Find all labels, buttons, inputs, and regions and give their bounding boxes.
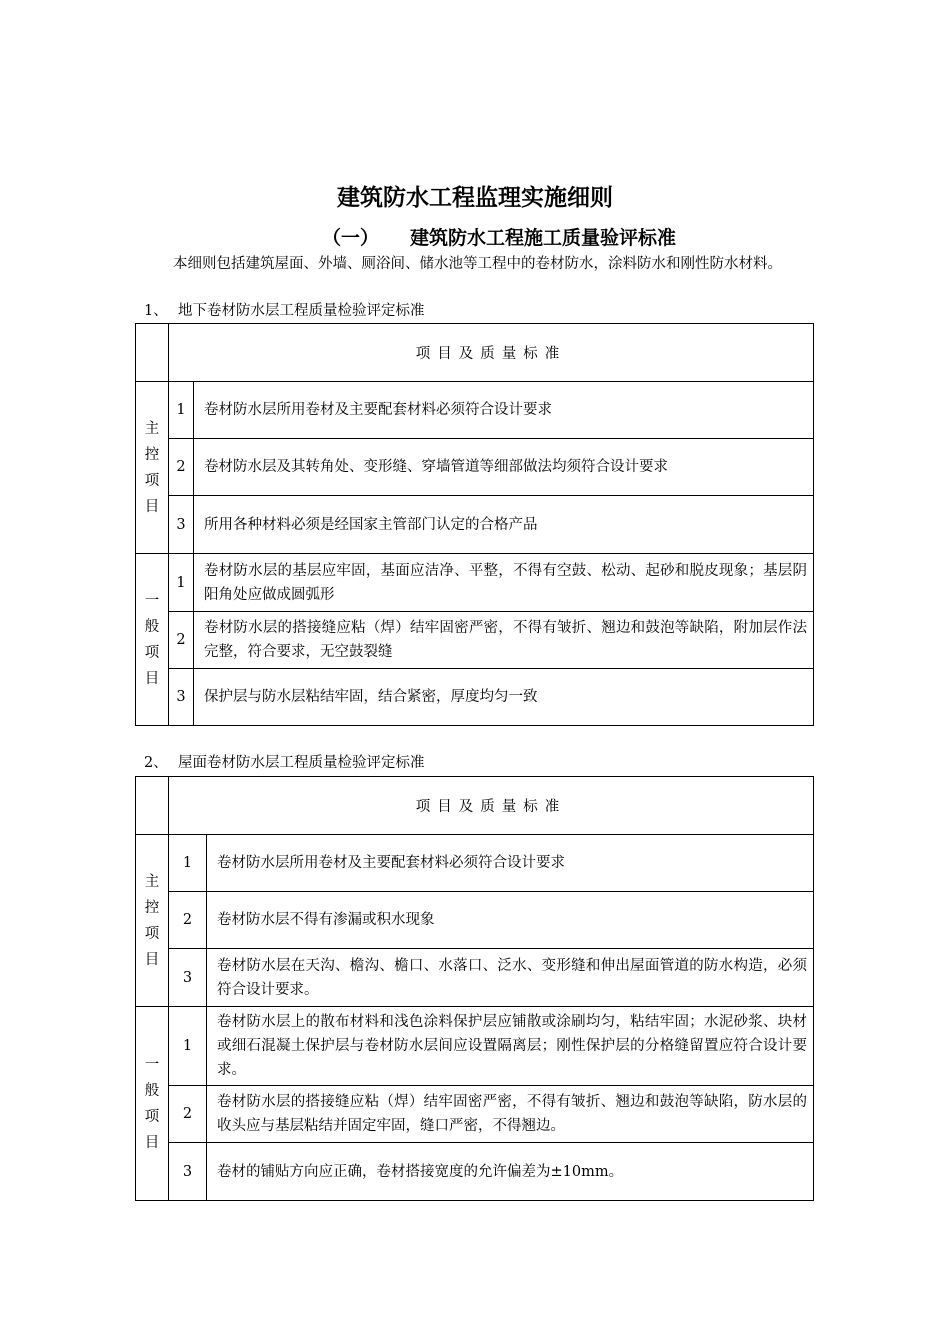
category-cell: 一 般 项 目 [136, 1007, 169, 1201]
item-number: 3 [169, 949, 207, 1007]
section-title: 屋面卷材防水层工程质量检验评定标准 [178, 755, 425, 771]
item-number: 1 [169, 554, 194, 612]
item-text: 卷材防水层上的散布材料和浅色涂料保护层应铺散或涂刷均匀，粘结牢固；水泥砂浆、块材或细石混凝土保护层与卷材防水层间应设置隔离层；刚性保护层的分格缝留置应符合设计要求。 [207, 1007, 814, 1086]
table-row [136, 382, 814, 439]
item-text: 卷材防水层不得有渗漏或积水现象 [207, 892, 814, 949]
document-title: 建筑防水工程监理实施细则 [337, 184, 613, 211]
section-number: 2、 [144, 755, 168, 771]
table-header-row [136, 777, 814, 835]
table-row [136, 496, 814, 554]
table-row [136, 612, 814, 669]
item-text: 卷材防水层的基层应牢固，基面应洁净、平整，不得有空鼓、松动、起砂和脱皮现象；基层阴阳角处应做成圆弧形 [194, 554, 814, 612]
table-row [136, 439, 814, 496]
item-text: 卷材防水层的搭接缝应粘（焊）结牢固密严密，不得有皱折、翘边和鼓泡等缺陷，附加层作法完整，符合要求，无空鼓裂缝 [194, 612, 814, 669]
table-row [136, 949, 814, 1007]
subtitle [322, 224, 676, 252]
table-row [136, 554, 814, 612]
section-heading [144, 753, 425, 773]
item-text: 卷材的铺贴方向应正确，卷材搭接宽度的允许偏差为±10mm。 [207, 1143, 814, 1201]
section-title: 地下卷材防水层工程质量检验评定标准 [178, 303, 425, 319]
item-text: 所用各种材料必须是经国家主管部门认定的合格产品 [194, 496, 814, 554]
subtitle-text: 建筑防水工程施工质量验评标准 [410, 227, 677, 249]
item-number: 2 [169, 1086, 207, 1143]
table-row [136, 1086, 814, 1143]
item-number: 1 [169, 382, 194, 439]
item-text: 卷材防水层及其转角处、变形缝、穿墙管道等细部做法均须符合设计要求 [194, 439, 814, 496]
item-text: 卷材防水层所用卷材及主要配套材料必须符合设计要求 [207, 835, 814, 892]
category-cell: 主 控 项 目 [136, 835, 169, 1007]
table-row [136, 892, 814, 949]
subtitle-number: （一） [322, 227, 380, 249]
table-header: 项目及质量标准 [169, 777, 814, 835]
item-number: 3 [169, 1143, 207, 1201]
item-number: 2 [169, 439, 194, 496]
item-number: 1 [169, 835, 207, 892]
section-heading [144, 301, 425, 321]
item-number: 3 [169, 669, 194, 726]
category-cell: 一 般 项 目 [136, 554, 169, 726]
standard-table [135, 323, 814, 726]
category-cell: 主 控 项 目 [136, 382, 169, 554]
table-header: 项目及质量标准 [169, 324, 814, 382]
item-text: 卷材防水层的搭接缝应粘（焊）结牢固密严密，不得有皱折、翘边和鼓泡等缺陷，防水层的收头应与基层粘结并固定牢固，缝口严密，不得翘边。 [207, 1086, 814, 1143]
table-row [136, 1007, 814, 1086]
item-number: 1 [169, 1007, 207, 1086]
intro-paragraph: 本细则包括建筑屋面、外墙、厕浴间、储水池等工程中的卷材防水，涂料防水和刚性防水材料。 [173, 256, 782, 272]
item-number: 3 [169, 496, 194, 554]
table-row [136, 835, 814, 892]
standard-table [135, 776, 814, 1201]
item-number: 2 [169, 612, 194, 669]
item-text: 卷材防水层所用卷材及主要配套材料必须符合设计要求 [194, 382, 814, 439]
item-number: 2 [169, 892, 207, 949]
item-text: 保护层与防水层粘结牢固，结合紧密，厚度均匀一致 [194, 669, 814, 726]
item-text: 卷材防水层在天沟、檐沟、檐口、水落口、泛水、变形缝和伸出屋面管道的防水构造，必须符合设计要求。 [207, 949, 814, 1007]
table-corner-cell [136, 324, 169, 382]
table-header-row [136, 324, 814, 382]
table-row [136, 669, 814, 726]
table-corner-cell [136, 777, 169, 835]
section-number: 1、 [144, 303, 168, 319]
table-row [136, 1143, 814, 1201]
